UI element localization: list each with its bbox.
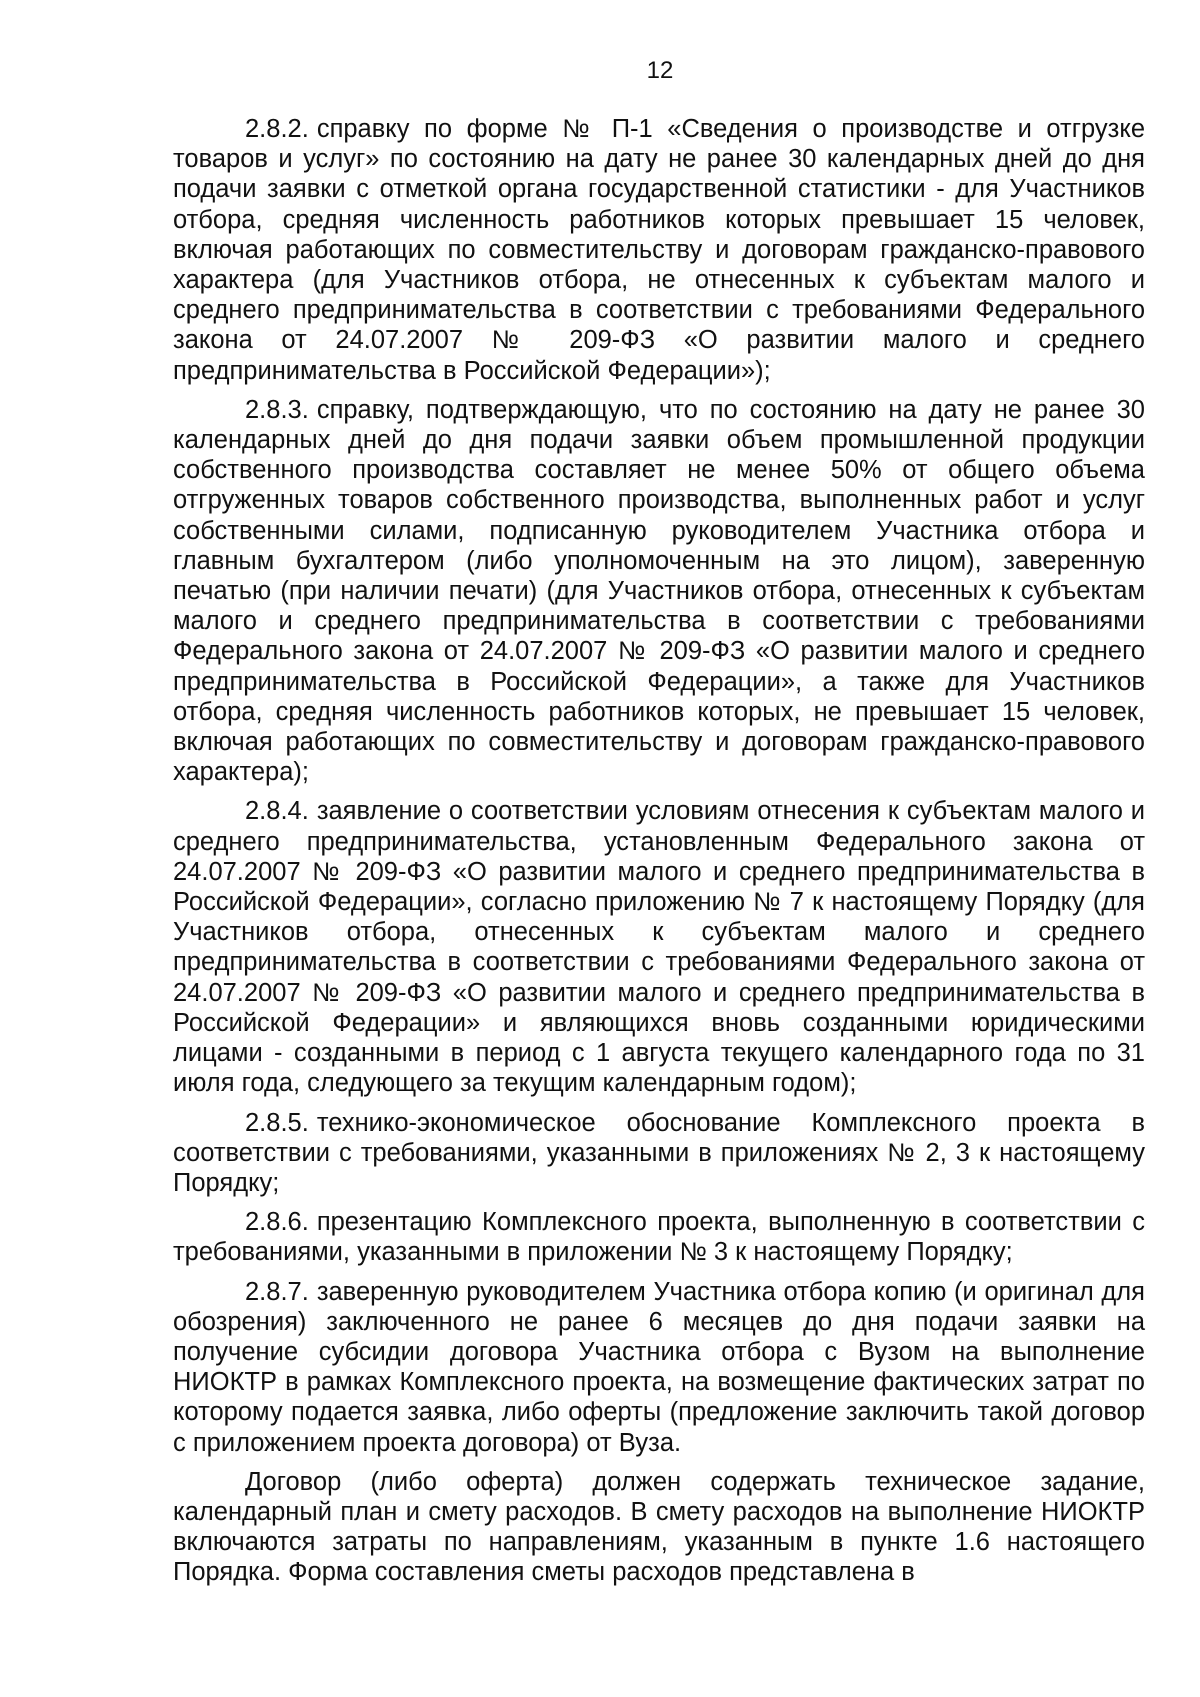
document-body [173, 114, 1145, 1597]
paragraph-text: справку, подтверждающую, что по состоянию на дату не ранее 30 календарных дней до дня подачи заявки объем промышленной продукции собственного производства составляет не менее 50% от общего объема отгруженных товаров собственного производства, выполненных работ и услуг собственными силами, подписанную руководителем Участника отбора и главным бухгалтером (либо уполномоченным на это лицом), заверенную печатью (при наличии печати) (для Участников отбора, отнесенных к субъектам малого и среднего предпринимательства в соответствии с требованиями Федерального закона от 24.07.2007 № 209-ФЗ «О развитии малого и среднего предпринимательства в Российской Федерации», а также для Участников отбора, средняя численность работников которых, не превышает 15 человек, включая работающих по совместительству и договорам гражданско-правового характера); [173, 395, 1145, 787]
paragraph-text: Договор (либо оферта) должен содержать техническое задание, календарный план и смету расходов. В смету расходов на выполнение НИОКТР включаются затраты по направлениям, указанным в пункте 1.6 настоящего Порядка. Форма составления сметы расходов представлена в [173, 1467, 1145, 1587]
paragraph-text: презентацию Комплексного проекта, выполненную в соответствии с требованиями, указанными в приложении № 3 к настоящему Порядку; [173, 1208, 1145, 1267]
page-number: 12 [646, 57, 674, 84]
paragraph-2-8-5 [173, 1108, 1145, 1199]
paragraph-number: 2.8.2. [245, 115, 309, 143]
paragraph-text: технико-экономическое обоснование Комплексного проекта в соответствии с требованиями, указанными в приложениях № 2, 3 к настоящему Порядку; [173, 1108, 1145, 1197]
paragraph-2-8-4 [173, 796, 1145, 1098]
paragraph-number: 2.8.7. [245, 1277, 309, 1306]
paragraph-contract [173, 1467, 1145, 1588]
paragraph-2-8-6 [173, 1207, 1145, 1267]
paragraph-text: справку по форме № П-1 «Сведения о производстве и отгрузке товаров и услуг» по состоянию на дату не ранее 30 календарных дней до дня подачи заявки с отметкой органа государственной статистики - для Участников отбора, средняя численность работников которых превышает 15 человек, включая работающих по совместительству и договорам гражданско-правового характера (для Участников отбора, не отнесенных к субъектам малого и среднего предпринимательства в соответствии с требованиями Федерального закона от 24.07.2007 № 209-ФЗ «О развитии малого и среднего предпринимательства в Российской Федерации»); [173, 115, 1145, 385]
paragraph-number: 2.8.6. [245, 1208, 309, 1237]
paragraph-text: заверенную руководителем Участника отбора копию (и оригинал для обозрения) заключенного не ранее 6 месяцев до дня подачи заявки на получение субсидии договора Участника отбора с Вузом на выполнение НИОКТР в рамках Комплексного проекта, на возмещение фактических затрат по которому подается заявка, либо оферты (предложение заключить такой договор с приложением проекта договора) от Вуза. [173, 1277, 1145, 1457]
paragraph-2-8-3 [173, 395, 1145, 788]
paragraph-number: 2.8.5. [245, 1108, 309, 1137]
paragraph-text: заявление о соответствии условиям отнесения к субъектам малого и среднего предпринимательства, установленным Федерального закона от 24.07.2007 № 209-ФЗ «О развитии малого и среднего предпринимательства в Российской Федерации», согласно приложению № 7 к настоящему Порядку (для Участников отбора, отнесенных к субъектам малого и среднего предпринимательства в соответствии с требованиями Федерального закона от 24.07.2007 № 209-ФЗ «О развитии малого и среднего предпринимательства в Российской Федерации» и являющихся вновь созданными юридическими лицами - созданными в период с 1 августа текущего календарного года по 31 июля года, следующего за текущим календарным годом); [173, 797, 1145, 1098]
paragraph-number: 2.8.4. [245, 797, 309, 826]
paragraph-2-8-7 [173, 1277, 1145, 1458]
paragraph-number: 2.8.3. [245, 395, 309, 424]
paragraph-2-8-2 [173, 114, 1145, 386]
